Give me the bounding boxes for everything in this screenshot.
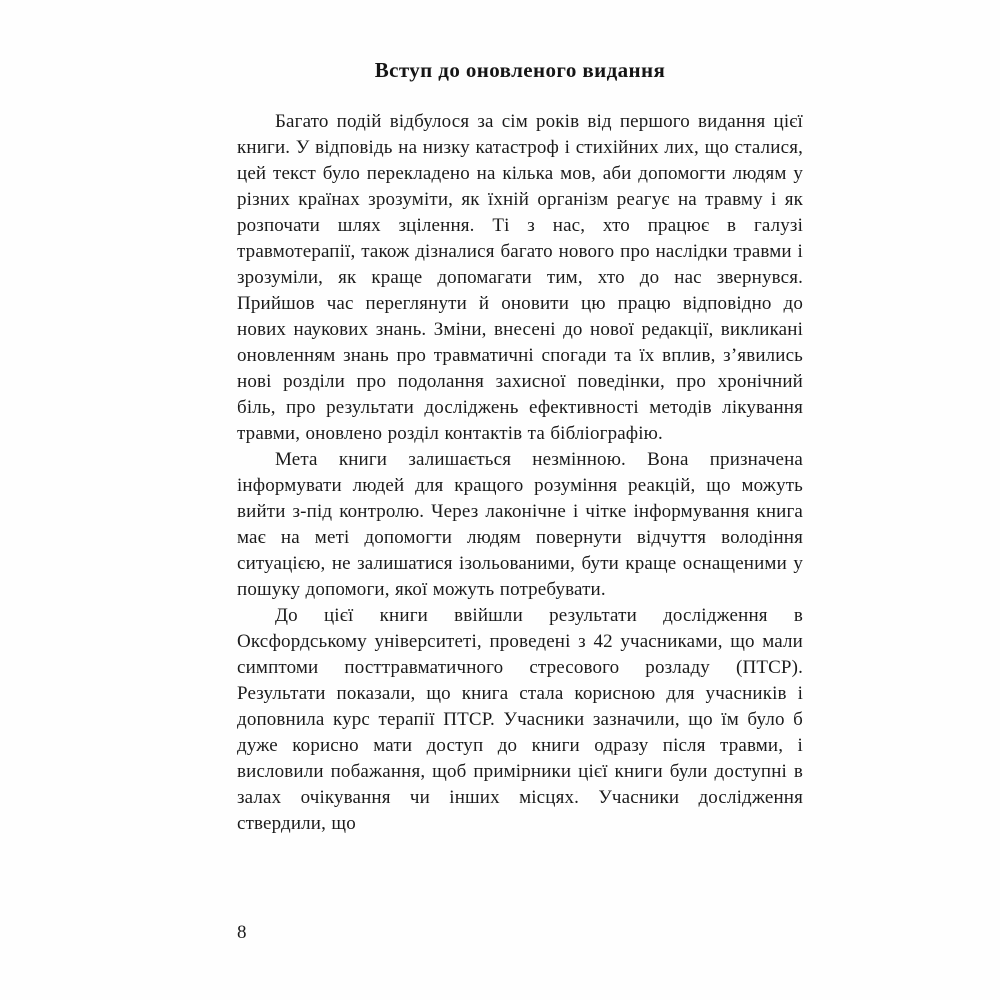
page-number: 8: [237, 922, 247, 943]
text-column: [237, 58, 803, 837]
paragraph: Багато подій відбулося за сім років від першого видання цієї книги. У відповідь на низку катастроф і стихійних лих, що сталися, цей текст було перекладено на кілька мов, аби допомогти людям у різних країнах зрозуміти, як їхній організм реагує на травму і як розпочати шлях зцілення. Ті з нас, хто працює в галузі травмотерапії, також дізналися багато нового про наслідки травми і зрозуміли, як краще допомагати тим, хто до нас звернувся. Прийшов час переглянути й оновити цю працю відповідно до нових наукових знань. Зміни, внесені до нової редакції, викликані оновленням знань про травматичні спогади та їх вплив, з’явились нові розділи про подолання захисної поведінки, про хронічний біль, про результати досліджень ефективності методів лікування травми, оновлено розділ контактів та бібліографію.: [237, 111, 803, 444]
chapter-title: Вступ до оновленого видання: [374, 58, 666, 82]
paragraph: Мета книги залишається незмінною. Вона призначена інформувати людей для кращого розуміння реакцій, що можуть вийти з-під контролю. Через лаконічне і чітке інформування книга має на меті допомогти людям повернути відчуття володіння ситуацією, не залишатися ізольованими, бути краще оснащеними у пошуку допомоги, якої можуть потребувати.: [237, 449, 803, 600]
paragraph: До цієї книги ввійшли результати дослідження в Оксфордському університеті, проведені з 42 учасниками, що мали симптоми посттравматичного стресового розладу (ПТСР). Результати показали, що книга стала корисною для учасників і доповнила курс терапії ПТСР. Учасники зазначили, що їм було б дуже корисно мати доступ до книги одразу після травми, і висловили побажання, щоб примірники цієї книги були доступні в залах очікування чи інших місцях. Учасники дослідження ствердили, що: [237, 605, 803, 834]
